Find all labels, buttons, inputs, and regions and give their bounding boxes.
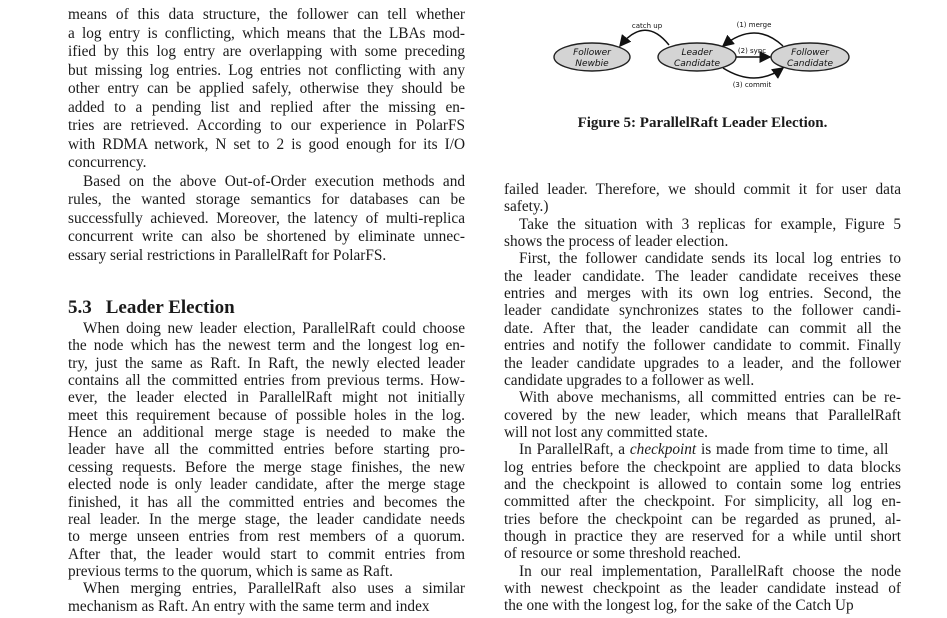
text-line: ever, the leader elected in ParallelRaft might not initially xyxy=(68,389,465,407)
text-line: the leader candidate. The leader candidate receives these xyxy=(504,267,901,285)
node-label: Follower xyxy=(573,48,611,58)
text-line: real leader. In the merge stage, the leader candidate needs xyxy=(68,510,465,528)
text-line: meet this requirement because of possible holes in the log. xyxy=(68,406,465,424)
text-line: the one with the longest log, for the sake of the Catch Up xyxy=(504,597,854,615)
text: is made from time to time, all xyxy=(696,441,889,459)
text-line: try, just the same as Raft. In Raft, the newly elected leader xyxy=(68,354,465,372)
text-line: When doing new leader election, ParallelRaft could choose xyxy=(83,320,465,337)
text-line: means of this data structure, the follower can tell whether xyxy=(68,6,465,23)
text-line: concurrency. xyxy=(68,154,147,171)
text: In ParallelRaft, a xyxy=(519,441,630,459)
section-title: Leader Election xyxy=(105,297,235,318)
text-line: a log entry is conflicting, which means that the LBAs mod- xyxy=(68,24,465,42)
edge-label: (1) merge xyxy=(736,21,772,29)
figure-caption: Figure 5: ParallelRaft Leader Election. xyxy=(577,115,828,131)
edge-label: (3) commit xyxy=(732,81,772,89)
text-line: After that, the leader would start to commit entries from xyxy=(68,545,465,563)
text-line: safety.) xyxy=(504,198,549,216)
text-line: but missing log entries. Log entries not conflicting with any xyxy=(68,61,465,79)
text-line: Take the situation with 3 replicas for example, Figure 5 xyxy=(519,215,901,233)
node-label: Candidate xyxy=(786,59,834,69)
text-line: essary serial restrictions in ParallelRaft for PolarFS. xyxy=(68,246,387,264)
node-label: Candidate xyxy=(673,59,721,69)
text-line: tries are retrieved. According to our experience in PolarFS xyxy=(68,117,465,134)
text-line: finished, it has all the committed entries and becomes the xyxy=(68,493,465,511)
text-line: ified by this log entry are overlapping with some preceding xyxy=(68,43,465,60)
text-line: Based on the above Out-of-Order execution methods and xyxy=(83,172,465,190)
text-line: When merging entries, ParallelRaft also uses a similar xyxy=(83,580,465,598)
edge-label: (2) sync xyxy=(737,47,767,55)
text-line: successfully achieved. Moreover, the latency of multi-replica xyxy=(68,209,465,227)
node-label: Leader xyxy=(681,48,713,58)
right-column xyxy=(504,0,901,618)
text-line: log entries before the checkpoint are applied to data blocks xyxy=(504,458,901,476)
text-line: leader candidate synchronizes states to the follower candi- xyxy=(504,302,901,320)
text-line: covered by the new leader, which means that ParallelRaft xyxy=(504,406,901,424)
emphasis: checkpoint xyxy=(629,441,697,459)
text-line: candidate upgrades to a follower as well. xyxy=(504,371,755,389)
text-line: and the checkpoint is allowed to contain some log entries xyxy=(504,475,901,493)
text-line: to merge unseen entries from rest members of a quorum. xyxy=(68,528,465,546)
text-line: With above mechanisms, all committed entries can be re- xyxy=(519,389,901,407)
text-line: entries and merges with its own log entries. Second, the xyxy=(504,285,901,303)
text-line: First, the follower candidate sends its local log entries to xyxy=(519,250,901,268)
text-line: cessing requests. Before the merge stage finishes, the new xyxy=(68,458,465,476)
text-line: date. After that, the leader candidate can commit all the xyxy=(504,319,901,337)
text-line: elected node is only leader candidate, after the merge stage xyxy=(68,476,465,494)
text-line: tries before the checkpoint can be regarded as pruned, al- xyxy=(504,510,901,528)
text-line: contains all the committed entries from previous terms. How- xyxy=(68,372,465,390)
text-line: shows the process of leader election. xyxy=(504,233,729,251)
node-label: Newbie xyxy=(575,59,609,69)
text-line: leader have all the committed entries before starting pro- xyxy=(68,441,465,459)
text-line: rules, the wanted storage semantics for databases can be xyxy=(68,191,465,208)
text-line: of resource or some threshold reached. xyxy=(504,545,742,563)
text-line: entries and notify the follower candidate to commit. Finally xyxy=(504,337,901,355)
text-line: with newest checkpoint as the leader candidate instead of xyxy=(504,580,901,598)
text-line: added to a pending list and replied after the missing en- xyxy=(68,98,465,116)
text-line: previous terms to the quorum, which is same as Raft. xyxy=(68,562,393,580)
text-line: Hence an additional merge stage is needed to make the xyxy=(68,424,465,442)
text-line: the node which has the newest term and the longest log en- xyxy=(68,337,465,355)
text-line: will not lost any committed state. xyxy=(504,423,708,441)
section-number: 5.3 xyxy=(68,297,92,318)
text-line: concurrent write can also be shortened by eliminate unnec- xyxy=(68,228,465,245)
edge-label: catch up xyxy=(631,22,663,30)
text-line xyxy=(519,441,901,459)
text-line: mechanism as Raft. An entry with the same term and index xyxy=(68,597,430,615)
text-line: other entry can be applied safely, otherwise they should be xyxy=(68,80,465,97)
section-heading xyxy=(68,297,249,319)
node-label: Follower xyxy=(791,48,829,58)
text-line: committed after the checkpoint. For simplicity, all log en- xyxy=(504,493,901,511)
text-line: In our real implementation, ParallelRaft choose the node xyxy=(519,562,901,580)
text-line: with RDMA network, N set to 2 is good enough for its I/O xyxy=(68,135,465,153)
text-line: though in practice they are reserved for a while until short xyxy=(504,528,901,545)
text-line: the leader candidate upgrades to a leader, and the follower xyxy=(504,354,901,372)
text-line: failed leader. Therefore, we should commit it for user data xyxy=(504,181,901,198)
